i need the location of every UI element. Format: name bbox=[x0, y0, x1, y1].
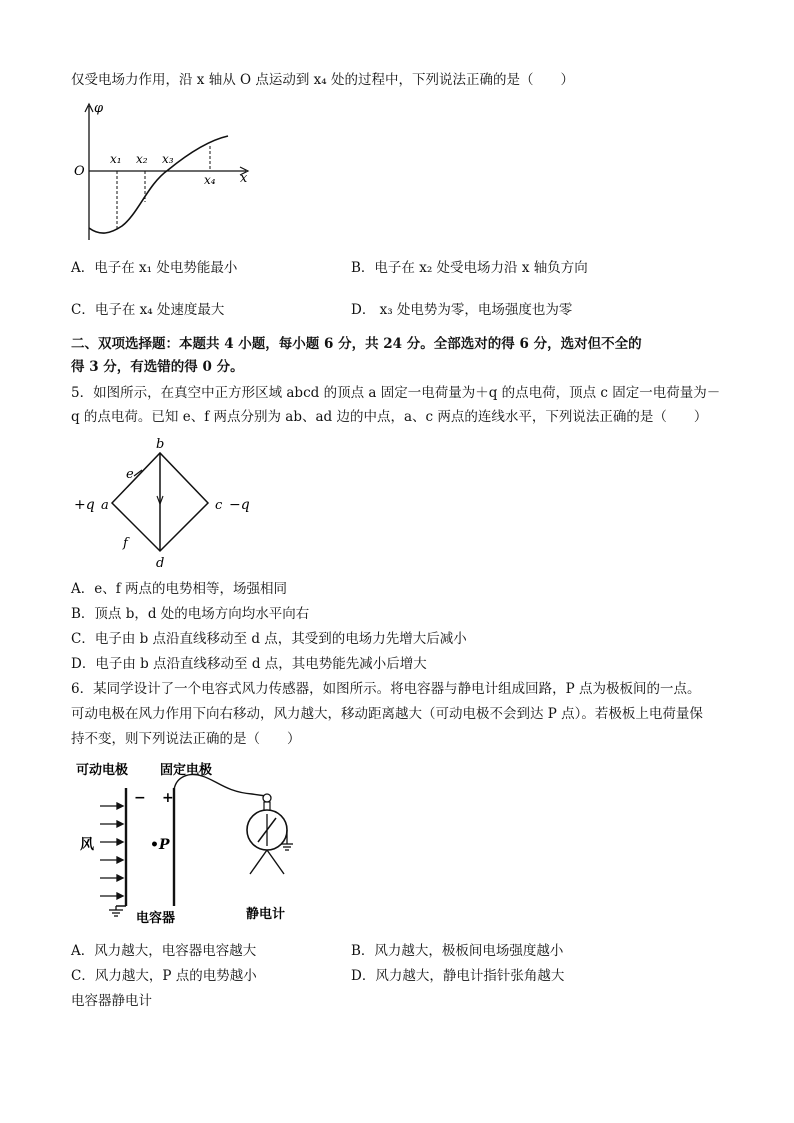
q5-line2: q 的点电荷。已知 e、f 两点分别为 ab、ad 边的中点，a、c 两点的连线水平，下列说法正确的是（ ） bbox=[71, 409, 708, 425]
q6-line1: 6．某同学设计了一个电容式风力传感器，如图所示。将电容器与静电计组成回路，P 点为极板间的一点。 bbox=[71, 681, 701, 697]
wind-label: 风 bbox=[80, 837, 94, 853]
vertex-c: c bbox=[215, 498, 223, 513]
q4-stem: 仅受电场力作用，沿 x 轴从 O 点运动到 x₄ 处的过程中，下列说法正确的是（ ） bbox=[71, 72, 574, 88]
plus-sign: + bbox=[162, 790, 174, 806]
q6-option-b: B．风力越大，极板间电场强度越小 bbox=[351, 943, 564, 959]
ground-symbol-left bbox=[109, 906, 123, 916]
vertex-d: d bbox=[156, 556, 165, 571]
q4-option-c: C．电子在 x₄ 处速度最大 bbox=[71, 302, 225, 318]
q5-line1: 5．如图所示，在真空中正方形区域 abcd 的顶点 a 固定一电荷量为＋q 的点电荷，顶点 c 固定一电荷量为－ bbox=[71, 385, 721, 401]
square-charge-diagram bbox=[72, 436, 262, 574]
ground-symbol-right bbox=[281, 844, 293, 850]
capacitor-label: 电容器 bbox=[136, 911, 176, 926]
x2-label: x₂ bbox=[136, 152, 148, 166]
vertex-b: b bbox=[156, 437, 165, 452]
q4-option-a: A．电子在 x₁ 处电势能最小 bbox=[71, 260, 238, 276]
origin-label: O bbox=[74, 164, 85, 179]
electrometer-stand-right bbox=[267, 850, 284, 874]
q4-option-b: B．电子在 x₂ 处受电场力沿 x 轴负方向 bbox=[351, 260, 588, 276]
electrometer-stand-left bbox=[250, 850, 267, 874]
x-axis-label: x bbox=[240, 171, 248, 186]
fixed-electrode-label: 固定电极 bbox=[160, 763, 213, 778]
q6-option-a: A．风力越大，电容器电容越大 bbox=[71, 943, 257, 959]
x3-label: x₃ bbox=[162, 152, 174, 166]
potential-graph bbox=[70, 100, 260, 250]
q6-line3: 持不变，则下列说法正确的是（ ） bbox=[71, 731, 301, 747]
x4-label: x₄ bbox=[204, 173, 216, 187]
q6-option-d: D．风力越大，静电计指针张角越大 bbox=[351, 968, 565, 984]
movable-electrode-label: 可动电极 bbox=[76, 763, 129, 778]
q4-option-d: D． x₃ 处电势为零，电场强度也为零 bbox=[351, 302, 573, 318]
minus-sign: − bbox=[134, 790, 146, 806]
q5-option-d: D．电子由 b 点沿直线移动至 d 点，其电势能先减小后增大 bbox=[71, 656, 427, 672]
vertex-a: a bbox=[101, 498, 109, 513]
q5-option-c: C．电子由 b 点沿直线移动至 d 点，其受到的电场力先增大后减小 bbox=[71, 631, 467, 647]
charge-plus-q: +q bbox=[74, 497, 95, 513]
electrometer-knob bbox=[263, 794, 271, 802]
q6-option-c: C．风力越大，P 点的电势越小 bbox=[71, 968, 257, 984]
q5-option-b: B．顶点 b，d 处的电场方向均水平向右 bbox=[71, 606, 310, 622]
capacitor-electrometer-diagram bbox=[70, 758, 310, 928]
q5-option-a: A．e、f 两点的电势相等，场强相同 bbox=[71, 581, 288, 597]
point-e: e bbox=[126, 467, 134, 482]
section2-line2: 得 3 分，有选错的得 0 分。 bbox=[71, 359, 244, 375]
electrometer-label: 静电计 bbox=[246, 907, 286, 922]
x1-label: x₁ bbox=[110, 152, 122, 166]
point-f: f bbox=[123, 536, 128, 551]
phi-label: φ bbox=[94, 101, 104, 116]
q6-caption: 电容器静电计 bbox=[71, 993, 152, 1009]
section2-line1: 二、双项选择题：本题共 4 小题，每小题 6 分，共 24 分。全部选对的得 6 分，选对但不全的 bbox=[71, 336, 642, 352]
point-p: •P bbox=[150, 837, 170, 853]
q6-line2: 可动电极在风力作用下向右移动，风力越大，移动距离越大（可动电极不会到达 P 点）。若极板上电荷量保 bbox=[71, 706, 703, 722]
wind-arrows bbox=[100, 803, 123, 899]
charge-minus-q: −q bbox=[229, 497, 250, 513]
